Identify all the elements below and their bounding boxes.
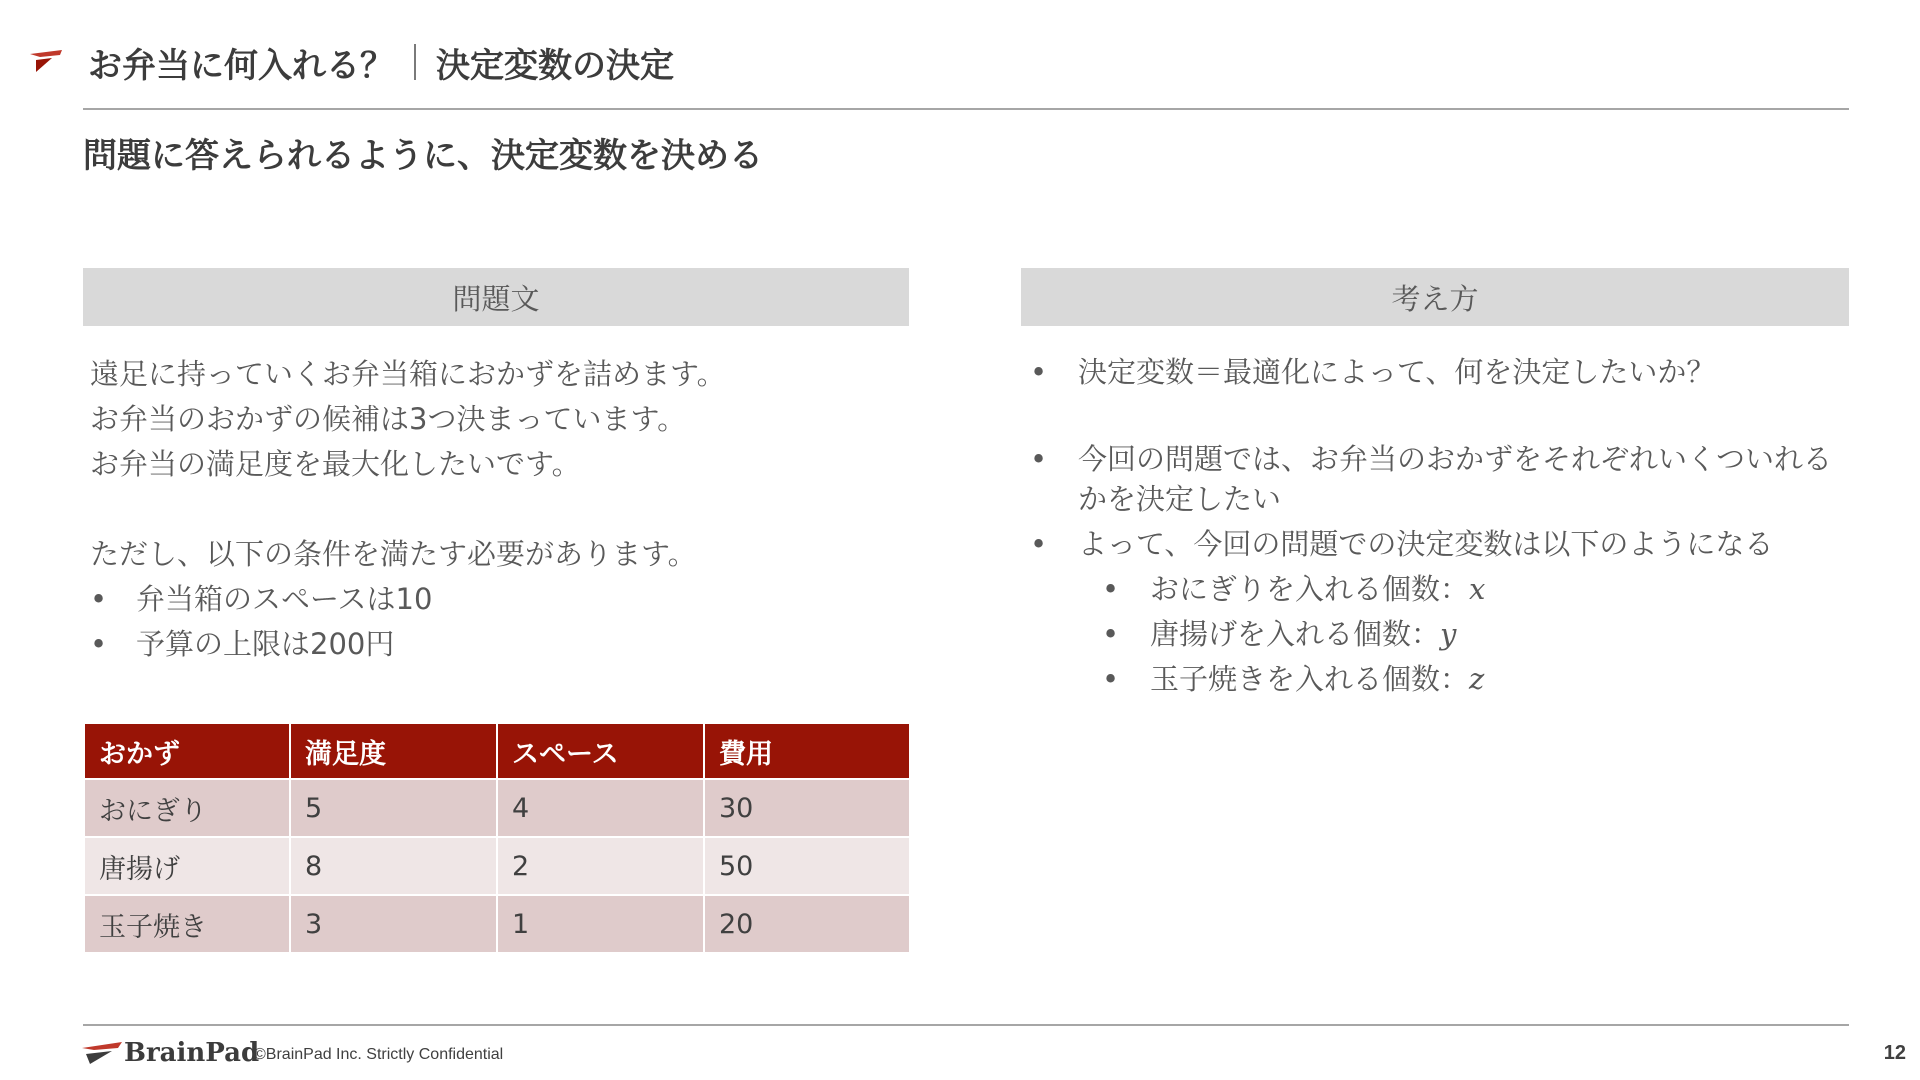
problem-line: お弁当のおかずの候補は3つ決まっています。 [90, 402, 687, 436]
title-separator [414, 44, 416, 80]
table-cell: 4 [497, 779, 704, 837]
decision-variable-label: 唐揚げを入れる個数： [1150, 617, 1441, 651]
slide-title-main: お弁当に何入れる？ [88, 45, 394, 86]
problem-section-header [83, 268, 909, 326]
table-header-cell: おかず [84, 723, 290, 779]
table-cell: 玉子焼き [84, 895, 290, 953]
table-cell: 1 [497, 895, 704, 953]
decision-variable-label: 玉子焼きを入れる個数： [1150, 662, 1470, 696]
approach-section-heading: 考え方 [1391, 281, 1479, 316]
slide-subtitle: 問題に答えられるように、決定変数を決める [83, 136, 763, 176]
problem-line: お弁当の満足度を最大化したいです。 [90, 447, 581, 481]
dish-table [83, 722, 911, 954]
decision-variable-symbol: y [1440, 617, 1457, 651]
condition-item: • 弁当箱のスペースは10 [90, 577, 910, 622]
approach-point: • よって、今回の問題での決定変数は以下のようになる [1030, 524, 1860, 564]
approach-section-header [1021, 268, 1849, 326]
brainpad-logo-mark-icon [82, 1040, 124, 1066]
brainpad-logo-mark-icon [30, 48, 66, 74]
table-cell: おにぎり [84, 779, 290, 837]
decision-variable-item [1102, 569, 1860, 609]
table-header-cell: 費用 [704, 723, 910, 779]
approach-point: • 決定変数＝最適化によって、何を決定したいか？ [1030, 352, 1860, 392]
table-row [84, 837, 910, 895]
table-header-cell: スペース [497, 723, 704, 779]
footer-logo [82, 1038, 259, 1068]
decision-variable-item [1102, 659, 1860, 699]
table-cell: 5 [290, 779, 497, 837]
problem-line: 遠足に持っていくお弁当箱におかずを詰めます。 [90, 357, 726, 391]
page-number: 12 [1883, 1042, 1906, 1064]
header-divider [83, 108, 1849, 110]
condition-item: • 予算の上限は200円 [90, 622, 910, 667]
table-row [84, 895, 910, 953]
table-row [84, 779, 910, 837]
slide-title [88, 36, 674, 88]
table-header-row [84, 723, 910, 779]
footer-divider [83, 1024, 1849, 1026]
table-cell: 50 [704, 837, 910, 895]
decision-variable-symbol: x [1469, 572, 1486, 606]
approach-point: • 今回の問題では、お弁当のおかずをそれぞれいくついれるかを決定したい [1030, 439, 1860, 519]
problem-text [90, 352, 910, 667]
decision-variable-symbol: z [1469, 662, 1485, 696]
approach-text [1030, 352, 1860, 704]
decision-variable-item [1102, 614, 1860, 654]
table-cell: 唐揚げ [84, 837, 290, 895]
condition-intro: ただし、以下の条件を満たす必要があります。 [90, 537, 697, 571]
table-cell: 20 [704, 895, 910, 953]
table-cell: 8 [290, 837, 497, 895]
table-header-cell: 満足度 [290, 723, 497, 779]
decision-variable-label: おにぎりを入れる個数： [1150, 572, 1470, 606]
table-cell: 30 [704, 779, 910, 837]
copyright-text: ©BrainPad Inc. Strictly Confidential [254, 1046, 504, 1063]
table-cell: 2 [497, 837, 704, 895]
brand-name: BrainPad [124, 1038, 260, 1068]
problem-section-heading: 問題文 [452, 281, 540, 316]
table-cell: 3 [290, 895, 497, 953]
slide-title-sub: 決定変数の決定 [436, 45, 674, 86]
